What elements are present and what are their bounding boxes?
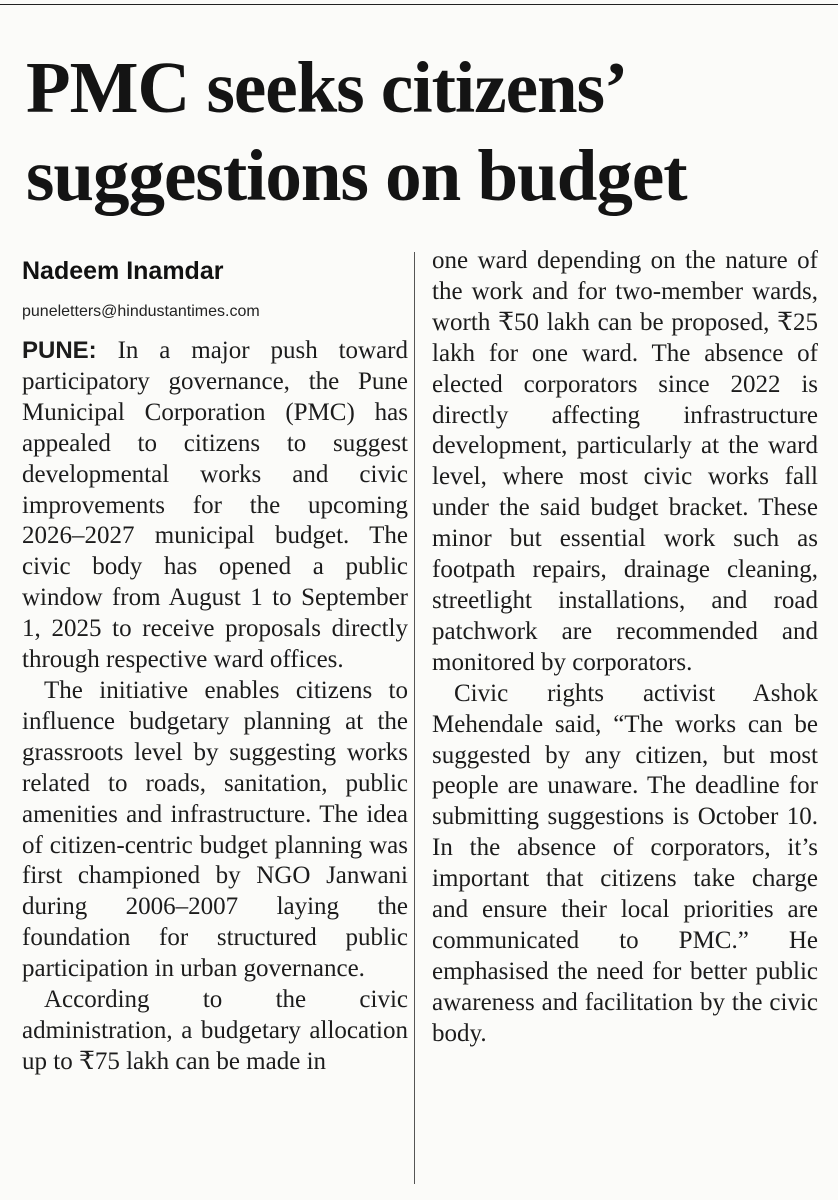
dateline: PUNE: <box>22 337 97 364</box>
author-email: puneletters@hindustantimes.com <box>22 303 260 320</box>
headline-line-1: PMC seeks citizens’ <box>26 47 628 128</box>
author-byline: Nadeem Inamdar <box>22 257 224 285</box>
paragraph-4: Civic rights activist Ashok Mehendale said, “The works can be suggested by any citizen, but most people are unaware. The deadline for submitting suggestions is October 10. In the absence of corporators, it’s important that citizens take charge and ensure their local priorities are communicated to PMC.” He emphasised the need for better public awareness and facilitation by the civic body. <box>432 679 818 1047</box>
headline-line-2: suggestions on budget <box>26 135 687 216</box>
right-column <box>432 246 818 1050</box>
paragraph-1 <box>22 336 408 676</box>
paragraph-2: The initiative enables citizens to influence budgetary planning at the grassroots level by suggesting works related to roads, sanitation, public amenities and infrastructure. The idea of citizen-centric budget planning was first championed by NGO Janwani during 2006–2007 laying the foundation for structured public participation in urban governance. <box>22 676 408 983</box>
top-rule <box>0 4 838 5</box>
left-column <box>22 246 408 1078</box>
paragraph-3-end: one ward depending on the nature of the work and for two-member wards, worth ₹50 lakh can be proposed, ₹25 lakh for one ward. The absence of elected corporators since 2022 is directly affecting infrastructure development, particularly at the ward level, where most civic works fall under the said budget bracket. These minor but essential work such as footpath repairs, drainage cleaning, streetlight installations, and road patchwork are recommended and monitored by corporators. <box>432 247 818 676</box>
headline <box>26 44 826 220</box>
paragraph-3-start: According to the civic administration, a budgetary allocation up to ₹75 lakh can be made in <box>22 986 408 1075</box>
column-divider <box>414 252 415 1184</box>
paragraph-1-text: In a major push toward participatory governance, the Pune Municipal Corporation (PMC) has appealed to citizens to suggest developmental works and civic improvements for the upcoming 2026–2027 municipal budget. The civic body has opened a public window from August 1 to September 1, 2025 to receive proposals directly through respective ward offices. <box>22 337 408 674</box>
